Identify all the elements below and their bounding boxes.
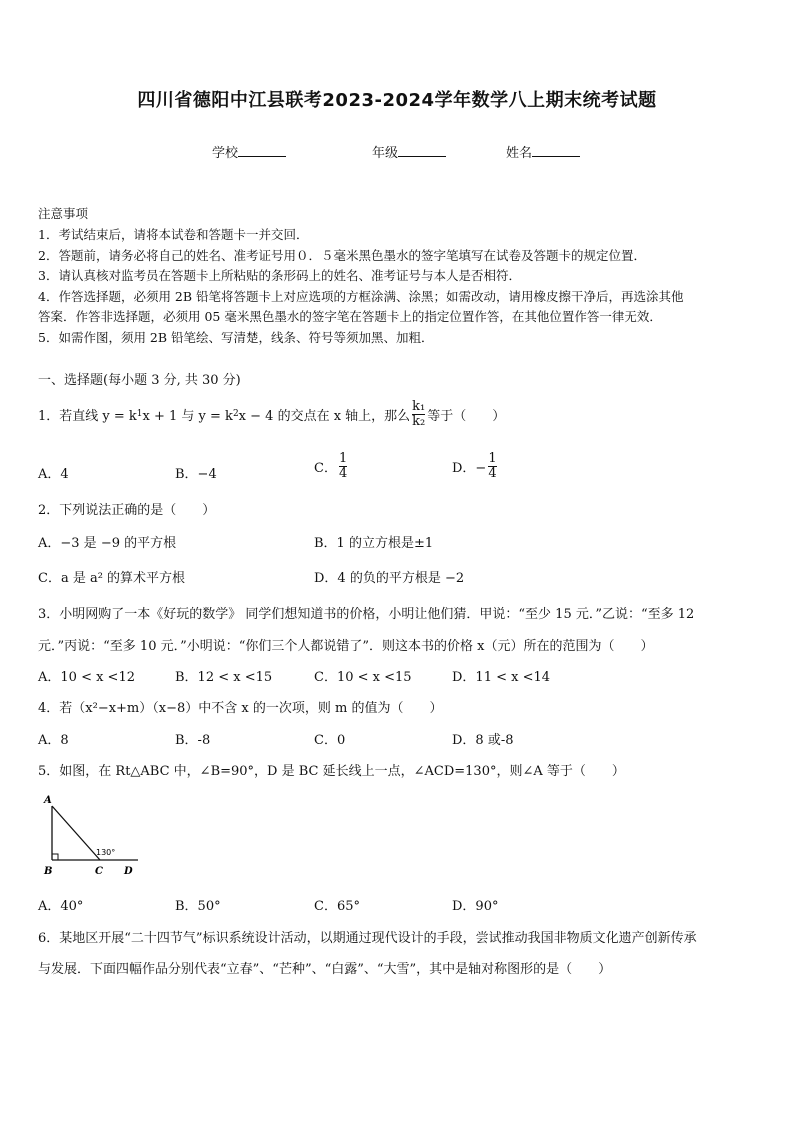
opt-label: D．− bbox=[452, 460, 487, 476]
q2-option-c: C．a 是 a² 的算术平方根 bbox=[38, 571, 186, 586]
q3-option-d: D．11 < x <14 bbox=[452, 670, 551, 685]
school-field bbox=[212, 142, 286, 161]
frac-num: 1 bbox=[488, 451, 497, 466]
q4-option-d: D．8 或-8 bbox=[452, 733, 514, 748]
q2-option-d: D．4 的负的平方根是 −2 bbox=[314, 571, 465, 586]
opt-label: C． bbox=[314, 460, 337, 476]
question-1 bbox=[38, 400, 505, 428]
name-blank bbox=[532, 144, 580, 157]
q5-option-d: D．90° bbox=[452, 899, 499, 914]
q4-option-a: A．8 bbox=[38, 733, 69, 748]
angle-label: 130° bbox=[96, 848, 116, 857]
note-item: 2．答题前，请务必将自己的姓名、准考证号用０．５毫米黑色墨水的签字笔填写在试卷及答题卡的规定位置． bbox=[38, 248, 646, 263]
q1-text: 1．若直线 y = k bbox=[38, 408, 137, 424]
opt-fraction bbox=[339, 452, 347, 480]
q1-text: x + 1 与 y = k bbox=[142, 408, 233, 424]
name-label: 姓名 bbox=[506, 146, 533, 161]
q2-option-b: B．1 的立方根是±1 bbox=[314, 536, 434, 551]
q1-sub: 1 bbox=[136, 409, 143, 420]
label-b: B bbox=[44, 866, 53, 877]
note-item: 5．如需作图，须用 2B 铅笔绘、写清楚，线条、符号等须加黑、加粗． bbox=[38, 330, 434, 345]
q1-option-c bbox=[314, 452, 349, 480]
label-a: A bbox=[44, 795, 52, 806]
grade-blank bbox=[398, 144, 446, 157]
opt-fraction bbox=[488, 452, 496, 480]
question-3-line1: 3．小明网购了一本《好玩的数学》 同学们想知道书的价格，小明让他们猜．甲说：“至少 15 元．”乙说：“至多 12 bbox=[38, 607, 695, 622]
grade-label: 年级 bbox=[372, 146, 399, 161]
triangle-figure bbox=[38, 792, 148, 880]
question-5: 5．如图，在 Rt△ABC 中，∠B=90°，D 是 BC 延长线上一点，∠ACD=130°，则∠A 等于（ ） bbox=[38, 764, 625, 779]
frac-num: k₁ bbox=[412, 399, 426, 414]
frac-den: k₂ bbox=[412, 413, 426, 429]
question-6-line2: 与发展．下面四幅作品分别代表“立春”、“芒种”、“白露”、“大雪”，其中是轴对称图形的是（ ） bbox=[38, 962, 612, 977]
q5-option-b: B．50° bbox=[175, 899, 221, 914]
q4-option-b: B．-8 bbox=[175, 733, 211, 748]
label-c: C bbox=[95, 866, 103, 877]
q3-option-b: B．12 < x <15 bbox=[175, 670, 273, 685]
q5-option-a: A．40° bbox=[38, 899, 84, 914]
note-item: 答案．作答非选择题，必须用 05 毫米黑色墨水的签字笔在答题卡上的指定位置作答，在其他位置作答一律无效． bbox=[38, 309, 662, 324]
q3-option-c: C．10 < x <15 bbox=[314, 670, 412, 685]
note-item: 1．考试结束后，请将本试卷和答题卡一并交回． bbox=[38, 227, 309, 242]
q2-option-a: A．−3 是 −9 的平方根 bbox=[38, 536, 177, 551]
question-6-line1: 6．某地区开展“二十四节气”标识系统设计活动，以期通过现代设计的手段，尝试推动我国非物质文化遗产创新传承 bbox=[38, 931, 697, 946]
page-title: 四川省德阳中江县联考2023-2024学年数学八上期末统考试题 bbox=[137, 90, 657, 111]
section-heading: 一、选择题(每小题 3 分, 共 30 分) bbox=[38, 373, 241, 388]
school-blank bbox=[238, 144, 286, 157]
q1-text: 等于（ ） bbox=[427, 408, 506, 424]
q4-option-c: C．0 bbox=[314, 733, 346, 748]
q1-option-d bbox=[452, 452, 499, 480]
q1-option-b: B．−4 bbox=[175, 467, 217, 482]
note-item: 3．请认真核对监考员在答题卡上所粘贴的条形码上的姓名、准考证号与本人是否相符． bbox=[38, 268, 521, 283]
grade-field bbox=[372, 142, 446, 161]
school-label: 学校 bbox=[212, 146, 239, 161]
frac-num: 1 bbox=[338, 451, 348, 466]
frac-den: 4 bbox=[488, 465, 497, 481]
q1-option-a: A．4 bbox=[38, 467, 69, 482]
question-3-line2: 元．”丙说：“至多 10 元．”小明说：“你们三个人都说错了”．则这本书的价格 x（元）所在的范围为（ ） bbox=[38, 639, 654, 654]
q1-text: x − 4 的交点在 x 轴上，那么 bbox=[238, 408, 411, 424]
q1-fraction bbox=[412, 400, 425, 428]
note-item: 4．作答选择题，必须用 2B 铅笔将答题卡上对应选项的方框涂满、涂黑；如需改动，请用橡皮擦干净后，再选涂其他 bbox=[38, 289, 684, 304]
q3-option-a: A．10 < x <12 bbox=[38, 670, 135, 685]
q5-option-c: C．65° bbox=[314, 899, 360, 914]
frac-den: 4 bbox=[338, 465, 348, 481]
name-field bbox=[506, 142, 580, 161]
q1-sub: 2 bbox=[232, 409, 239, 420]
question-4: 4．若（x²−x+m）（x−8）中不含 x 的一次项，则 m 的值为（ ） bbox=[38, 701, 443, 716]
label-d: D bbox=[124, 866, 133, 877]
notes-heading: 注意事项 bbox=[38, 206, 89, 221]
question-2: 2．下列说法正确的是（ ） bbox=[38, 503, 216, 518]
